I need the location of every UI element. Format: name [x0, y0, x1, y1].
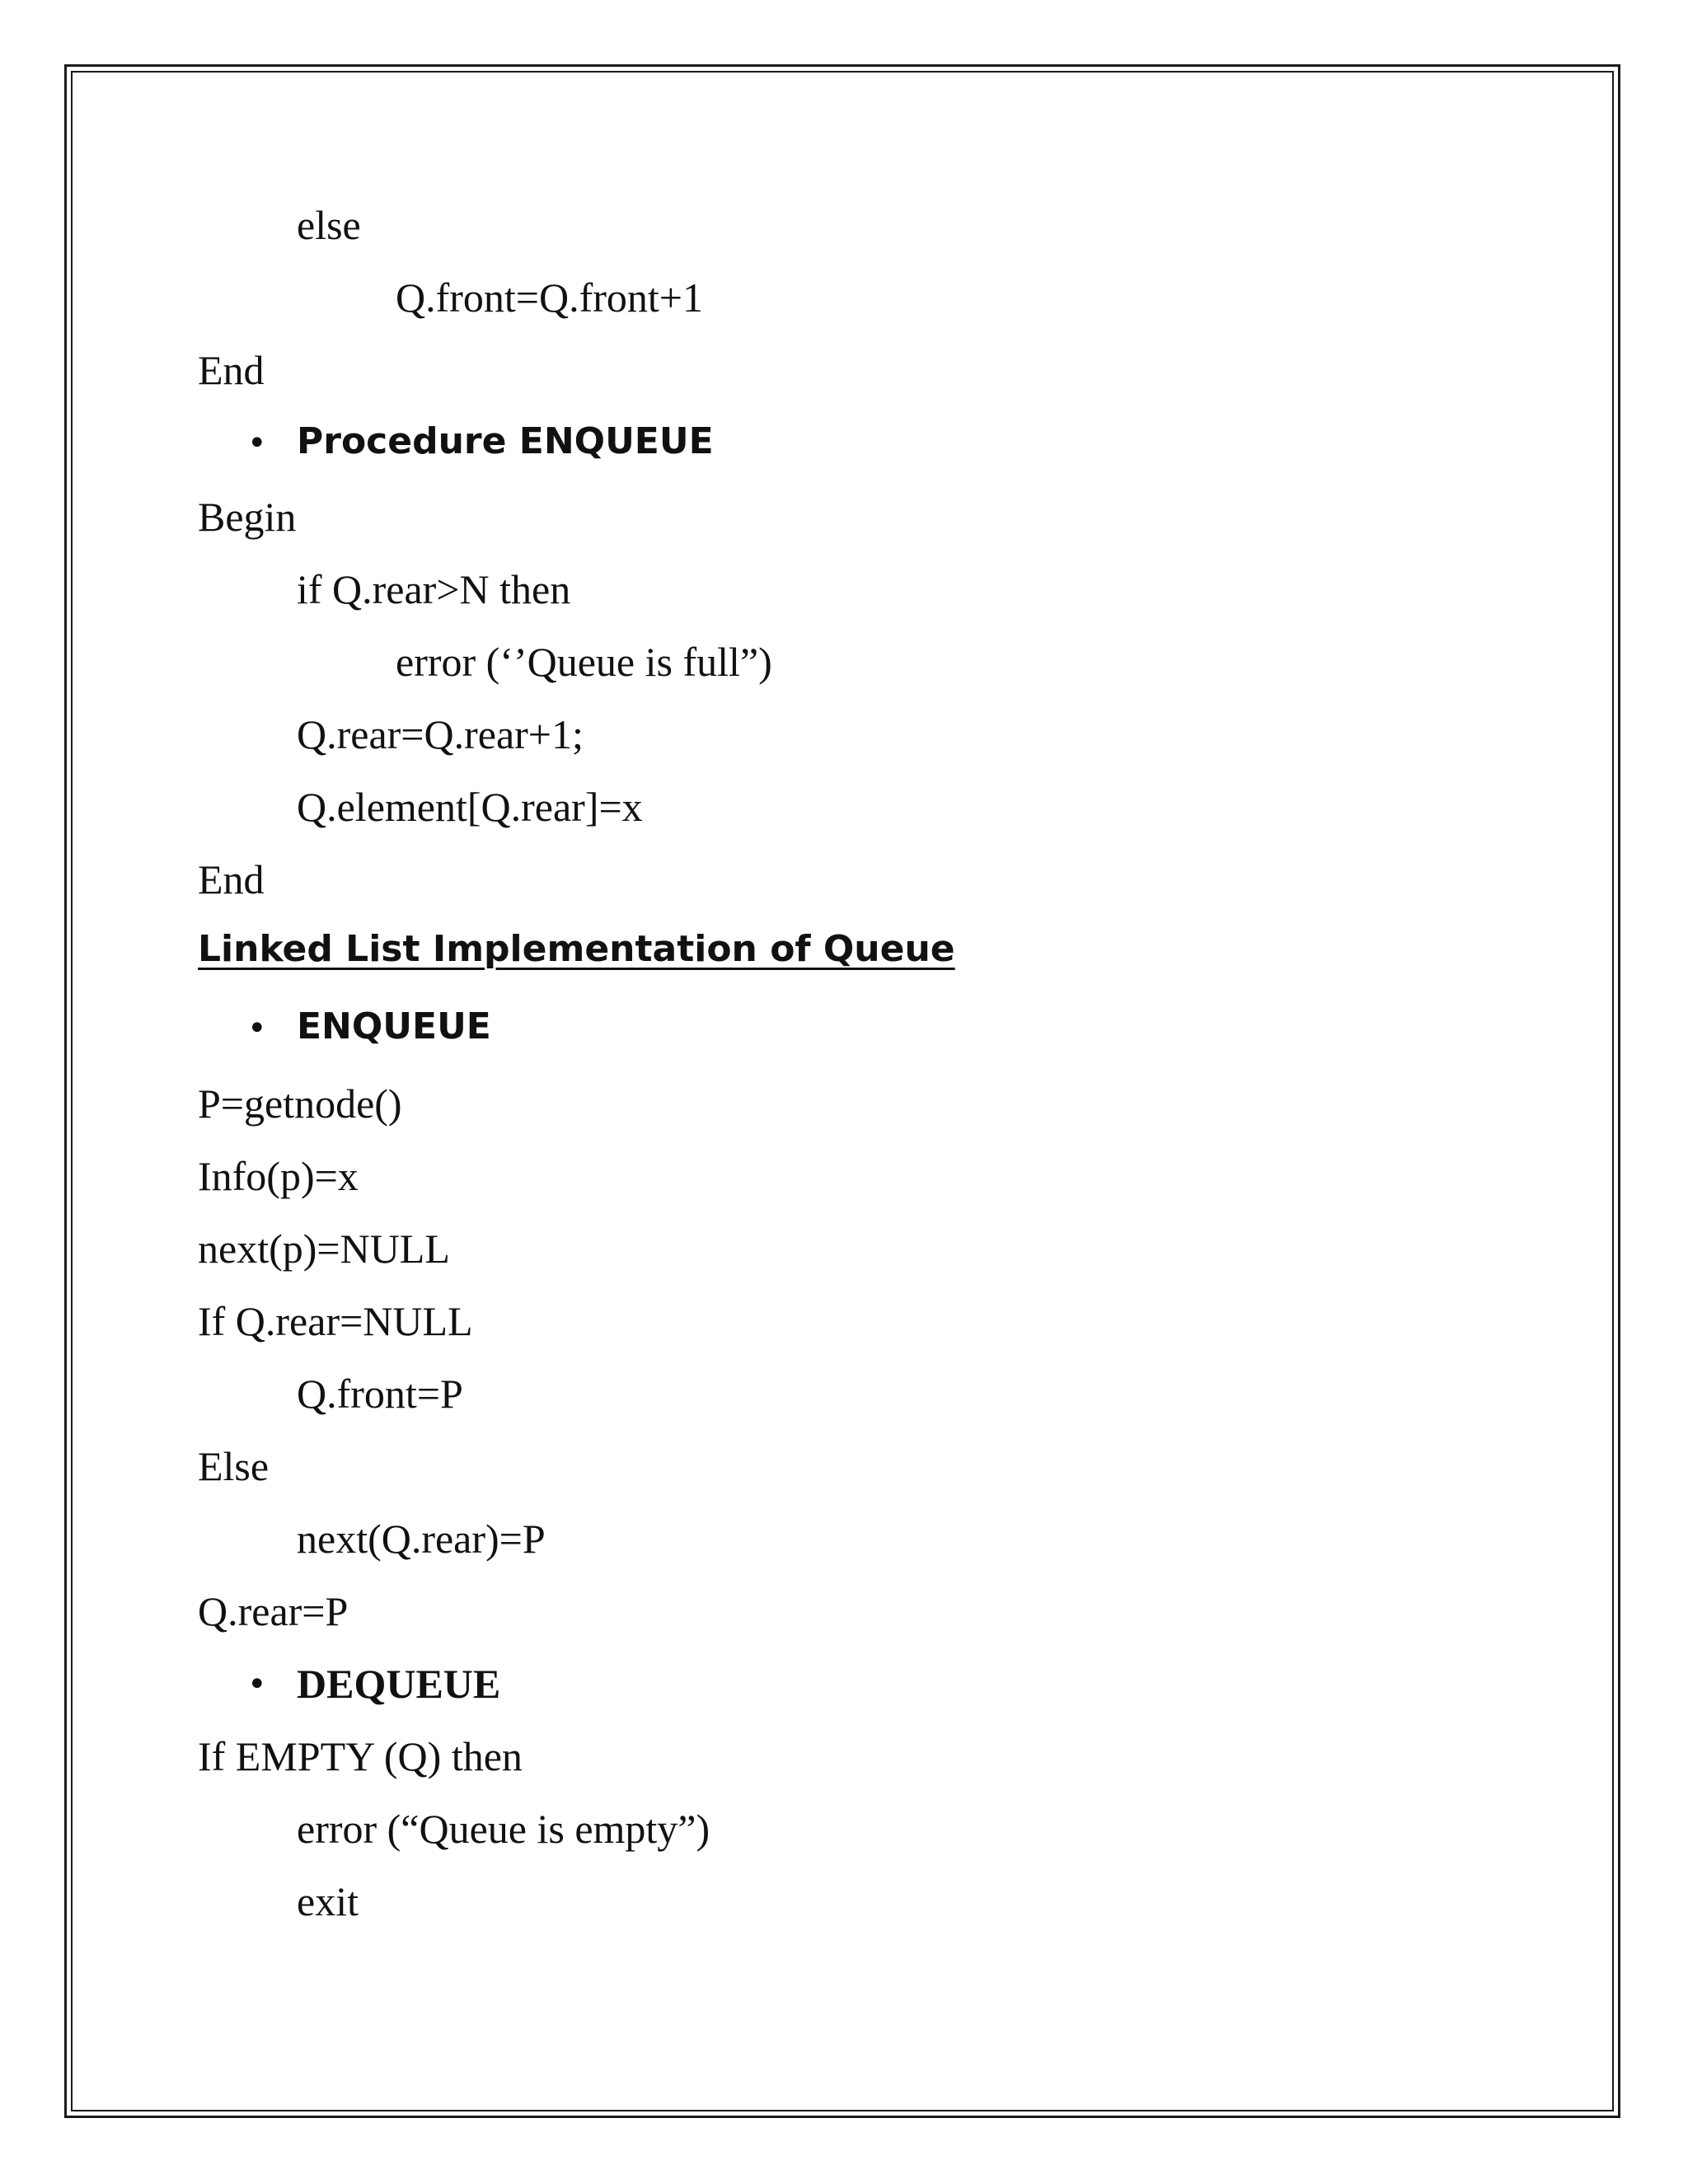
- code-line: If EMPTY (Q) then: [198, 1733, 523, 1779]
- bullet-icon: •: [247, 1010, 267, 1047]
- code-line: exit: [297, 1878, 359, 1924]
- code-line: Q.element[Q.rear]=x: [297, 784, 643, 830]
- code-line: Q.rear=P: [198, 1588, 349, 1634]
- code-line: End: [198, 856, 265, 902]
- code-line: error (‘’Queue is full”): [396, 639, 772, 685]
- section-heading: Linked List Implementation of Queue: [198, 928, 955, 970]
- code-line: End: [198, 347, 265, 393]
- code-line: else: [297, 202, 361, 248]
- code-line: If Q.rear=NULL: [198, 1298, 473, 1344]
- code-line: Info(p)=x: [198, 1153, 359, 1199]
- procedure-heading: ENQUEUE: [297, 1005, 491, 1047]
- code-line: next(Q.rear)=P: [297, 1516, 546, 1562]
- code-line: error (“Queue is empty”): [297, 1806, 710, 1852]
- code-line: next(p)=NULL: [198, 1226, 450, 1272]
- bullet-icon: •: [247, 424, 267, 462]
- procedure-heading: DEQUEUE: [297, 1661, 501, 1707]
- code-line: Begin: [198, 494, 297, 540]
- code-line: Q.rear=Q.rear+1;: [297, 711, 584, 757]
- code-line: P=getnode(): [198, 1080, 402, 1127]
- code-line: Else: [198, 1443, 270, 1489]
- code-line: if Q.rear>N then: [297, 566, 571, 612]
- bullet-icon: •: [247, 1666, 267, 1704]
- code-line: Q.front=P: [297, 1371, 463, 1417]
- procedure-heading: Procedure ENQUEUE: [297, 420, 714, 462]
- code-line: Q.front=Q.front+1: [396, 274, 703, 321]
